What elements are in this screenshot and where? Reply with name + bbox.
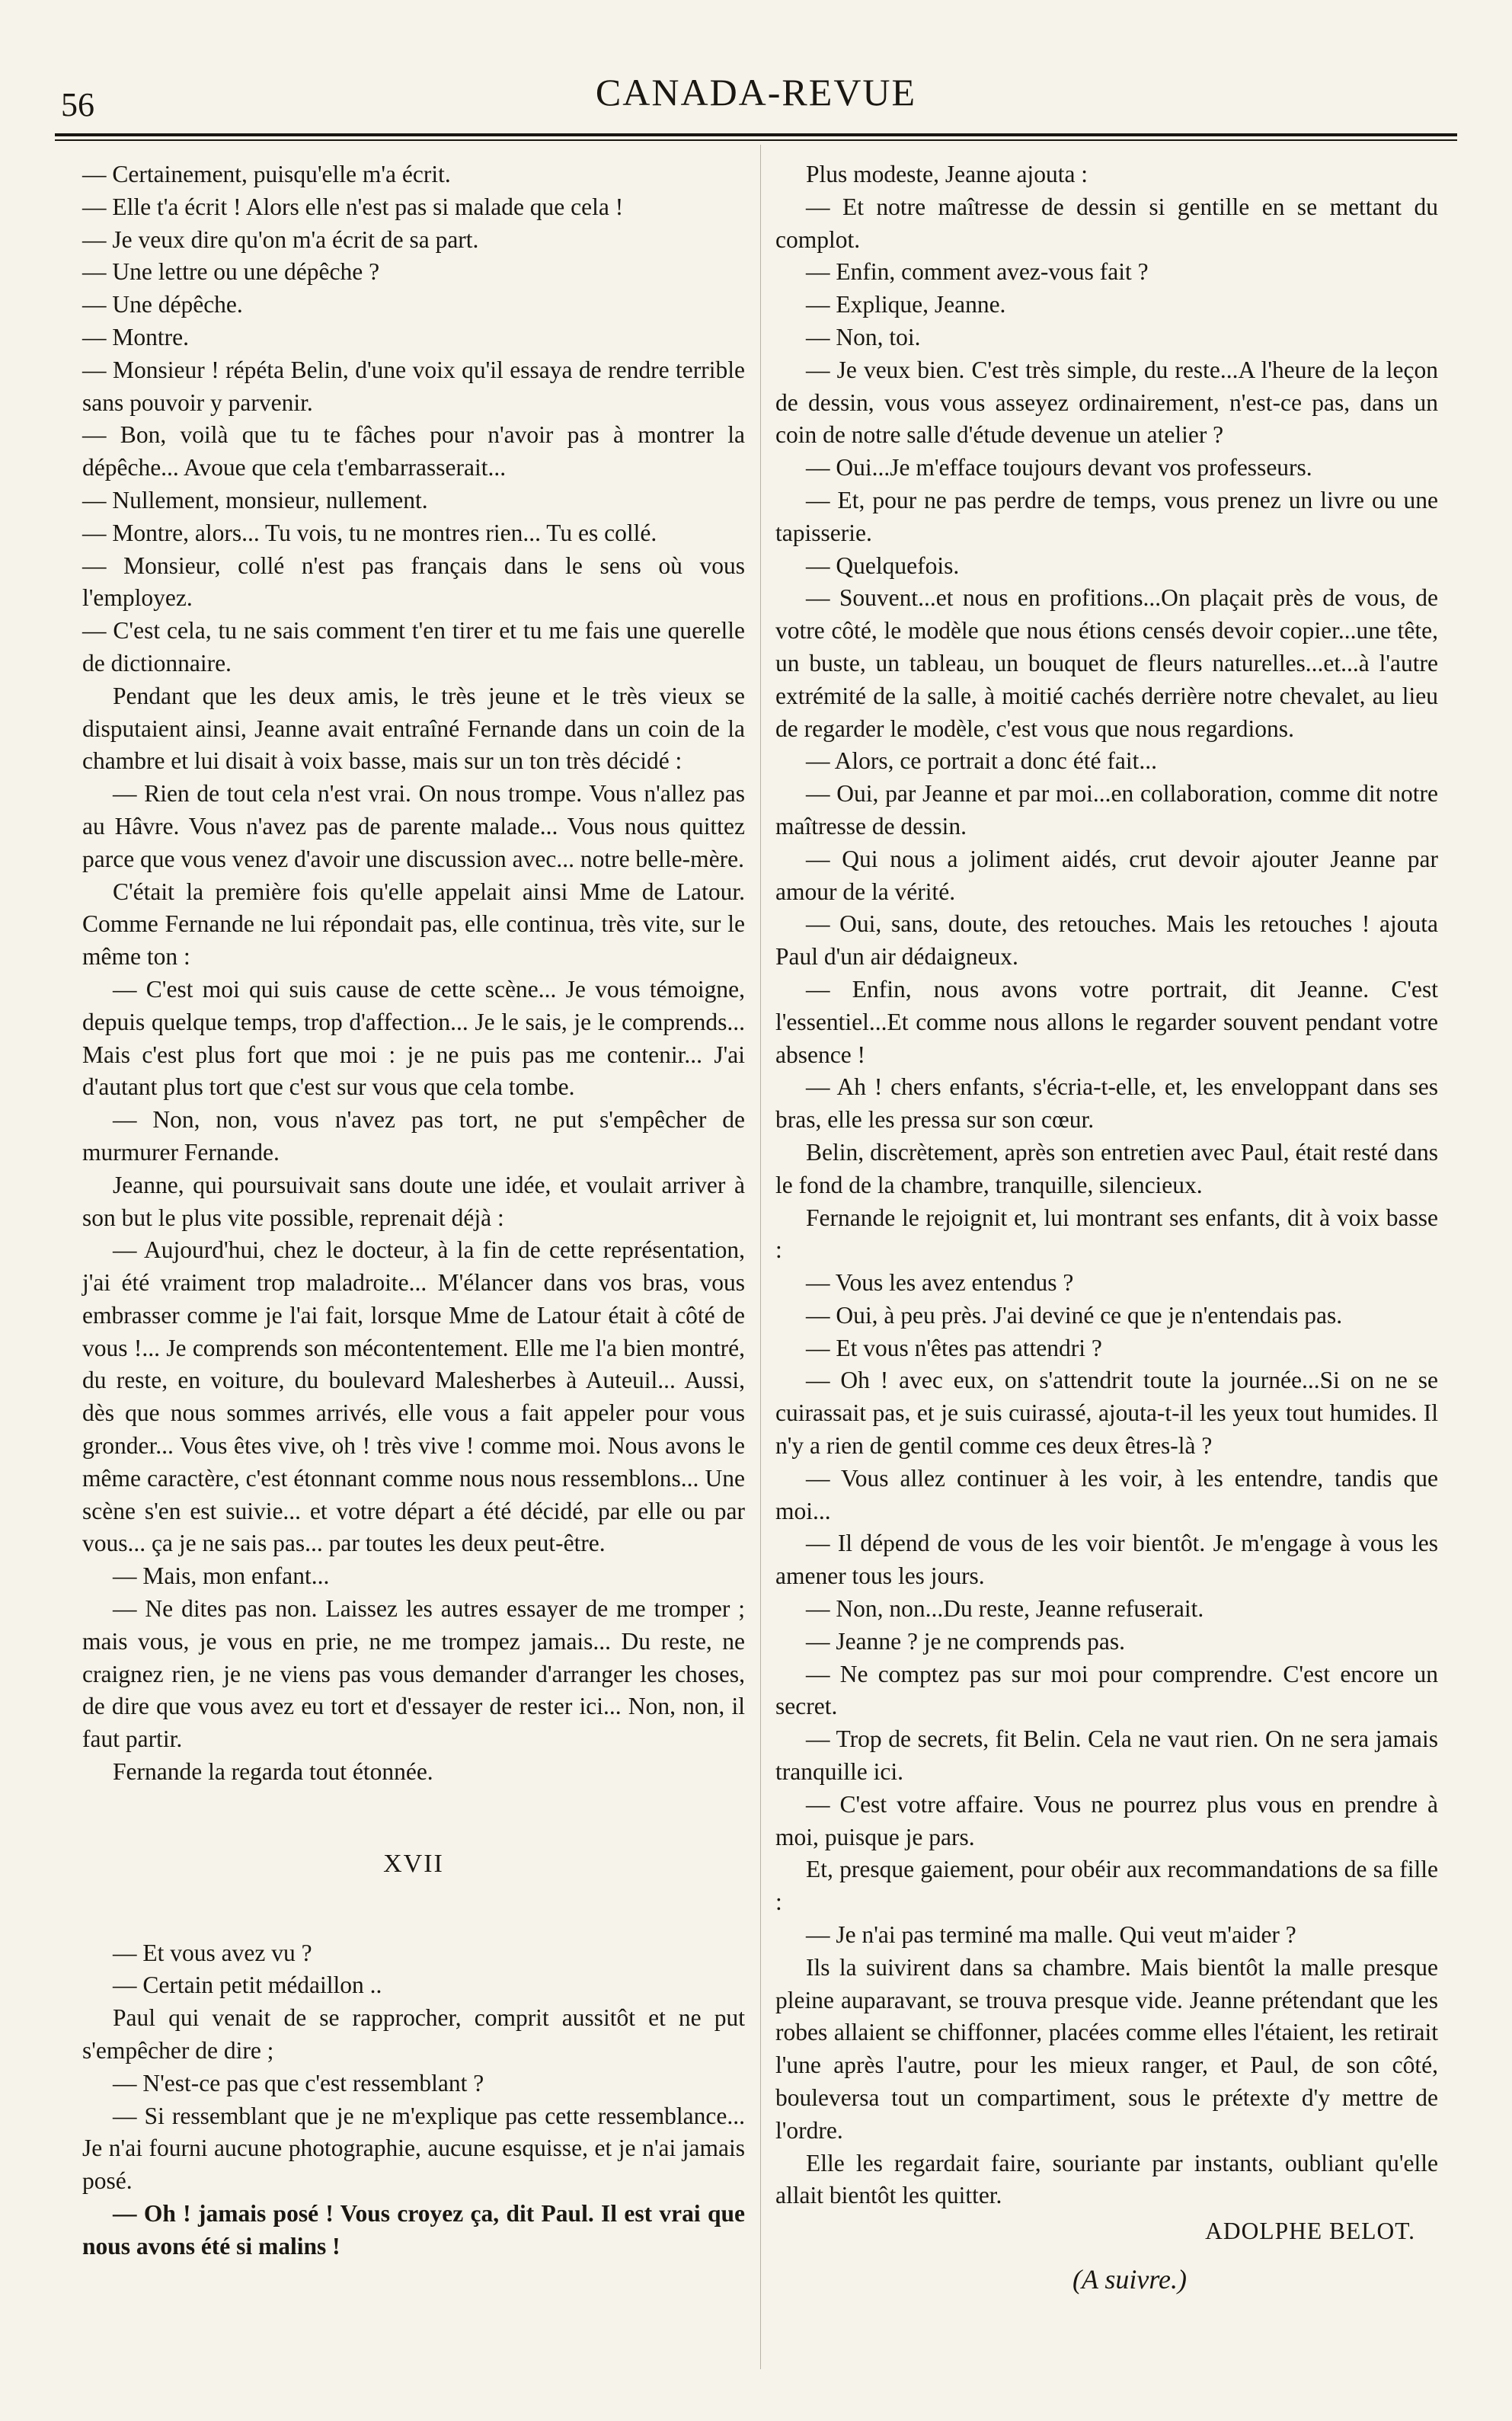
author-signature: ADOLPHE BELOT.: [1205, 2218, 1415, 2245]
paragraph: — Oh ! avec eux, on s'attendrit toute la journée...Si on ne se cuirassait pas, et je suis cuirassé, ajouta-t-il les yeux tout humides. Il n'y a rien de gentil comme ces deux êtres-là ?: [775, 1367, 1438, 1460]
paragraph: — Montre.: [82, 323, 189, 350]
left-column: [82, 158, 745, 2263]
paragraph: — Ne comptez pas sur moi pour comprendre. C'est encore un secret.: [775, 1660, 1438, 1720]
paragraph: — Certain petit médaillon ..: [113, 1972, 382, 1999]
paragraph: Paul qui venait de se rapprocher, comprit aussitôt et ne put s'empêcher de dire ;: [82, 2004, 745, 2064]
continuation-note: (A suivre.): [1072, 2264, 1187, 2295]
right-column: [775, 158, 1438, 2296]
paragraph: — Alors, ce portrait a donc été fait...: [806, 747, 1157, 775]
paragraph: — Elle t'a écrit ! Alors elle n'est pas si malade que cela !: [82, 193, 624, 220]
paragraph: — Mais, mon enfant...: [113, 1562, 330, 1590]
page-number: 56: [61, 86, 94, 123]
paragraph: — Non, non, vous n'avez pas tort, ne put s'empêcher de murmurer Fernande.: [82, 1106, 745, 1166]
paragraph: — Oui, sans, doute, des retouches. Mais les retouches ! ajouta Paul d'un air dédaigneux.: [775, 910, 1438, 971]
paragraph: — Oh ! jamais posé ! Vous croyez ça, dit Paul. Il est vrai que nous avons été si malins !: [82, 2200, 745, 2259]
paragraph: — Montre, alors... Tu vois, tu ne montres rien... Tu es collé.: [82, 519, 657, 546]
paragraph: — Et vous avez vu ?: [113, 1939, 312, 1966]
paragraph: Pendant que les deux amis, le très jeune et le très vieux se disputaient ainsi, Jeanne avait entraîné Fernande dans un coin de la chambre et lui disait à voix basse, mais sur un ton très décidé :: [82, 682, 745, 775]
paragraph: — C'est moi qui suis cause de cette scène... Je vous témoigne, depuis quelque temps, trop d'affection... Je le sais, je le comprends... Mais c'est plus fort que moi : je ne puis pas me contenir... J'ai d'autant plus tort que c'est sur vous que cela tombe.: [82, 975, 745, 1101]
paragraph: — Vous allez continuer à les voir, à les entendre, tandis que moi...: [775, 1464, 1438, 1524]
paragraph: — Je n'ai pas terminé ma malle. Qui veut m'aider ?: [806, 1921, 1296, 1949]
paragraph: — N'est-ce pas que c'est ressemblant ?: [113, 2069, 484, 2096]
paragraph: Belin, discrètement, après son entretien avec Paul, était resté dans le fond de la chambre, tranquille, silencieux.: [775, 1138, 1438, 1198]
paragraph: Elle les regardait faire, souriante par instants, oubliant qu'elle allait bientôt les quitter.: [775, 2149, 1438, 2209]
paragraph: — Trop de secrets, fit Belin. Cela ne vaut rien. On ne sera jamais tranquille ici.: [775, 1725, 1438, 1786]
header-rule: [55, 133, 1457, 141]
paragraph: — Et notre maîtresse de dessin si gentille en se mettant du complot.: [775, 193, 1438, 253]
paragraph: Plus modeste, Jeanne ajouta :: [806, 161, 1088, 187]
paragraph: — Non, toi.: [806, 323, 921, 350]
paragraph: — Jeanne ? je ne comprends pas.: [806, 1627, 1125, 1655]
paragraph: — Bon, voilà que tu te fâches pour n'avoir pas à montrer la dépêche... Avoue que cela t'embarrasserait...: [82, 421, 745, 481]
paragraph: — Ne dites pas non. Laissez les autres essayer de me tromper ; mais vous, je vous en prie, ne me trompez jamais... Du reste, ne craignez rien, je ne viens pas vous demander d'arranger les choses, de dire que vous avez eu tort et d'essayer de rester ici... Non, non, il faut partir.: [82, 1595, 745, 1753]
paragraph: — Explique, Jeanne.: [806, 291, 1006, 318]
paragraph: — Rien de tout cela n'est vrai. On nous trompe. Vous n'allez pas au Hâvre. Vous n'avez pas de parente malade... Vous nous quittez parce que vous venez d'avoir une discussion avec... notre belle-mère.: [82, 780, 745, 872]
paragraph: — Il dépend de vous de les voir bientôt. Je m'engage à vous les amener tous les jours.: [775, 1530, 1438, 1590]
paragraph: — Oui, par Jeanne et par moi...en collaboration, comme dit notre maîtresse de dessin.: [775, 780, 1438, 840]
paragraph: — Certainement, puisqu'elle m'a écrit.: [82, 161, 451, 187]
paragraph: Fernande la regarda tout étonnée.: [113, 1758, 433, 1786]
paragraph: — Et, pour ne pas perdre de temps, vous prenez un livre ou une tapisserie.: [775, 486, 1438, 546]
paragraph: Et, presque gaiement, pour obéir aux recommandations de sa fille :: [775, 1856, 1438, 1916]
paragraph: — C'est votre affaire. Vous ne pourrez plus vous en prendre à moi, puisque je pars.: [775, 1790, 1438, 1850]
paragraph: — Souvent...et nous en profitions...On plaçait près de vous, de votre côté, le modèle que nous étions censés devoir copier...une tête, un buste, un tableau, un bouquet de fleurs naturelles...et...à l'autre extrémité de la salle, à moitié cachés derrière notre chevalet, au lieu de regarder le modèle, c'est vous que nous regardions.: [775, 584, 1438, 742]
paragraph: — Ah ! chers enfants, s'écria-t-elle, et, les enveloppant dans ses bras, elle les pressa sur son cœur.: [775, 1073, 1438, 1134]
paragraph: — Nullement, monsieur, nullement.: [82, 486, 428, 513]
paragraph: — Oui, à peu près. J'ai deviné ce que je n'entendais pas.: [806, 1301, 1343, 1329]
paragraph: — Une lettre ou une dépêche ?: [82, 258, 380, 286]
paragraph: — Enfin, nous avons votre portrait, dit Jeanne. C'est l'essentiel...Et comme nous allons le regarder souvent pendant votre absence !: [775, 975, 1438, 1068]
paragraph: — Et vous n'êtes pas attendri ?: [806, 1334, 1102, 1361]
paragraph: — Vous les avez entendus ?: [806, 1269, 1074, 1297]
paragraph: — Monsieur, collé n'est pas français dans le sens où vous l'employez.: [82, 552, 745, 612]
journal-title: CANADA-REVUE: [595, 71, 917, 114]
paragraph: — Une dépêche.: [82, 291, 243, 318]
column-divider: [760, 145, 761, 2369]
paragraph: — Je veux dire qu'on m'a écrit de sa part.: [82, 225, 479, 253]
paragraph: — Quelquefois.: [806, 552, 960, 579]
paragraph: — C'est cela, tu ne sais comment t'en tirer et tu me fais une querelle de dictionnaire.: [82, 617, 745, 676]
paragraph: — Enfin, comment avez-vous fait ?: [806, 258, 1149, 286]
paragraph: Ils la suivirent dans sa chambre. Mais bientôt la malle presque pleine auparavant, se trouva presque vide. Jeanne prétendant que les robes allaient se chiffonner, placées comme elles l'étaient, les retirait l'une après l'autre, pour les mieux ranger, et Paul, de son côté, bouleversa tout un compartiment, sous le prétexte d'y mettre de l'ordre.: [775, 1953, 1438, 2144]
paragraph: — Qui nous a joliment aidés, crut devoir ajouter Jeanne par amour de la vérité.: [775, 845, 1438, 905]
paragraph: — Aujourd'hui, chez le docteur, à la fin de cette représentation, j'ai été vraiment trop maladroite... M'élancer dans vos bras, vous embrasser comme je l'ai fait, lorsque Mme de Latour était à côté de vous !... Je comprends son mécontentement. Elle me l'a bien montré, du reste, en voiture, du boulevard Malesherbes à Auteuil... Aussi, dès que nous sommes arrivés, elle vous a fait appeler pour vous gronder... Vous êtes vive, oh ! très vive ! comme moi. Nous avons le même caractère, c'est étonnant comme nous nous ressemblons... Une scène s'en est suivie... et votre départ a été décidé, par elle ou par vous... ça je ne sais pas... par toutes les deux peut-être.: [82, 1236, 745, 1557]
paragraph: Fernande le rejoignit et, lui montrant ses enfants, dit à voix basse :: [775, 1204, 1438, 1264]
paragraph: C'était la première fois qu'elle appelait ainsi Mme de Latour. Comme Fernande ne lui répondait pas, elle continua, très vite, sur le même ton :: [82, 878, 745, 971]
paragraph: Jeanne, qui poursuivait sans doute une idée, et voulait arriver à son but le plus vite possible, reprenait déjà :: [82, 1171, 745, 1231]
section-heading: XVII: [383, 1849, 444, 1878]
paragraph: — Oui...Je m'efface toujours devant vos professeurs.: [806, 454, 1312, 481]
paragraph: — Non, non...Du reste, Jeanne refuserait.: [806, 1595, 1204, 1623]
paragraph: — Je veux bien. C'est très simple, du reste...A l'heure de la leçon de dessin, vous vous asseyez ordinairement, n'est-ce pas, dans un coin de notre salle d'étude devenue un atelier ?: [775, 356, 1438, 449]
paragraph: — Si ressemblant que je ne m'explique pas cette ressemblance... Je n'ai fourni aucune photographie, aucune esquisse, et je n'ai jamais posé.: [82, 2102, 745, 2195]
paragraph: — Monsieur ! répéta Belin, d'une voix qu'il essaya de rendre terrible sans pouvoir y parvenir.: [82, 356, 745, 416]
